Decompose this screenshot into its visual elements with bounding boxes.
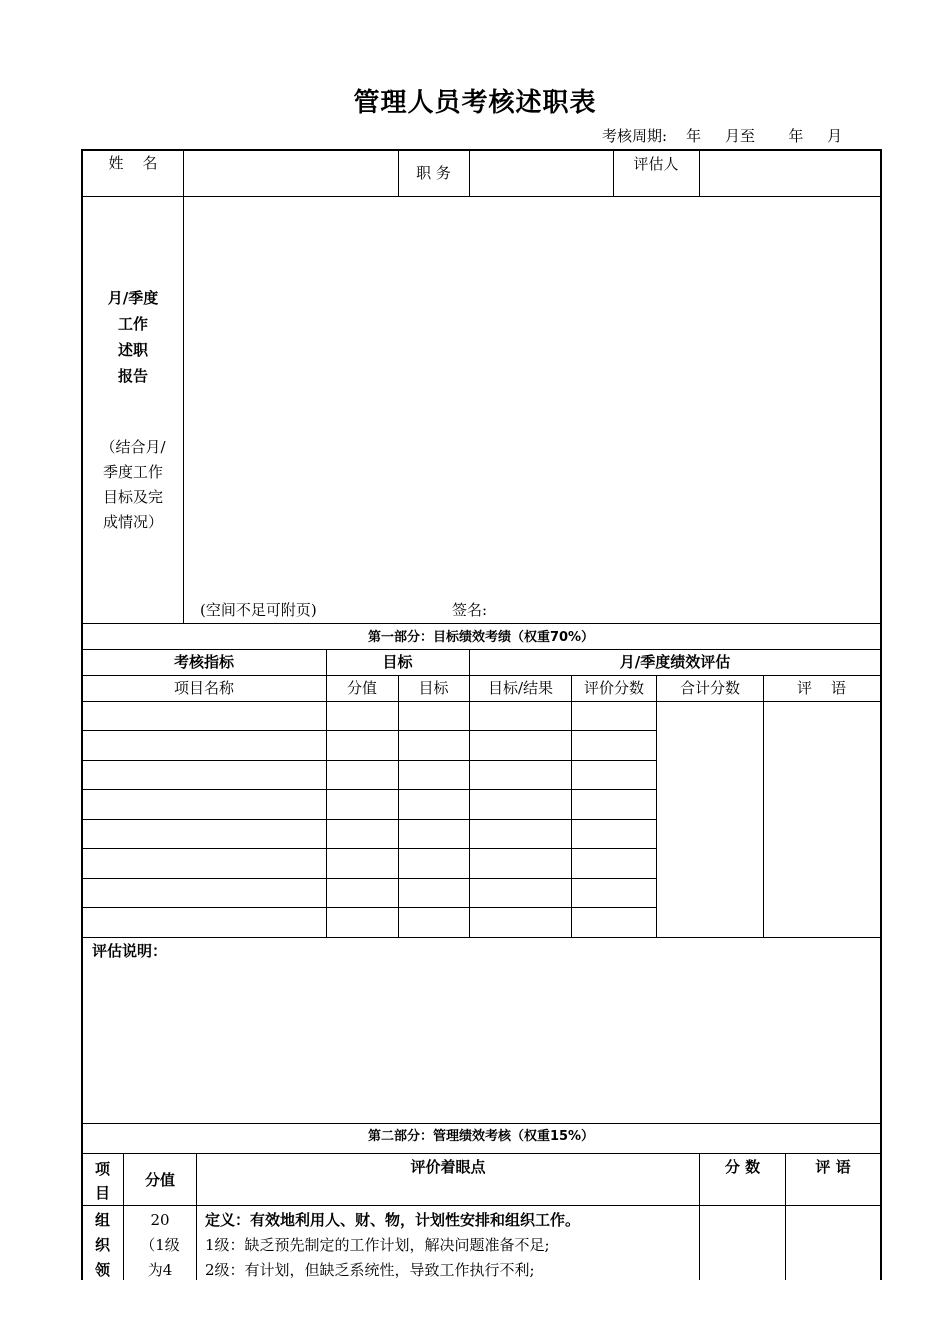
p2-col-points: 分 数 — [724, 1158, 761, 1176]
p2-item-name — [82, 1208, 123, 1283]
report-note-line: 目标及完 — [102, 488, 163, 506]
p2-item-points-field[interactable] — [700, 1206, 785, 1280]
report-label-line: 月/季度 — [107, 289, 159, 307]
col-score: 分值 — [346, 679, 377, 697]
table-row[interactable] — [82, 879, 657, 907]
name-field[interactable] — [184, 150, 398, 196]
col-total-score: 合计分数 — [679, 679, 740, 697]
report-note — [83, 435, 183, 535]
p2-item-level: 2级：有计划，但缺乏系统性，导致工作执行不利; — [205, 1261, 535, 1279]
group-header-indicator: 考核指标 — [173, 653, 234, 671]
p2-item-score-line: 为4 — [147, 1261, 173, 1279]
attach-note: (空间不足可附页) — [200, 601, 317, 619]
name-label: 姓 名 — [108, 154, 158, 172]
report-note-line: 成情况） — [102, 513, 163, 531]
p2-col-focus: 评价着眼点 — [410, 1158, 486, 1176]
group-header-evaluation: 月/季度绩效评估 — [619, 653, 731, 671]
p2-item-comment-field[interactable] — [786, 1206, 880, 1280]
p2-item-score — [124, 1208, 196, 1283]
group-header-target: 目标 — [382, 653, 413, 671]
page-title: 管理人员考核述职表 — [353, 88, 597, 118]
report-note-line: （结合月/ — [100, 438, 166, 456]
evaluator-field[interactable] — [700, 150, 880, 196]
position-label: 职 务 — [416, 164, 451, 182]
p2-item-score-line: 20 — [150, 1211, 170, 1229]
col-eval-score: 评价分数 — [583, 679, 644, 697]
col-comment: 评 语 — [796, 679, 847, 697]
p2-col-comment: 评 语 — [815, 1158, 851, 1176]
col-target-result: 目标/结果 — [487, 679, 554, 697]
report-label-line: 工作 — [117, 315, 148, 333]
report-text-area[interactable] — [185, 198, 879, 590]
p2-col-score: 分值 — [144, 1171, 175, 1189]
report-label — [83, 285, 183, 389]
table-row[interactable] — [82, 790, 657, 819]
signature-label: 签名: — [452, 601, 488, 619]
position-field[interactable] — [470, 150, 613, 196]
col-item-name: 项目名称 — [173, 679, 234, 697]
p2-item-definition: 定义：有效地利用人、财、物，计划性安排和组织工作。 — [205, 1211, 581, 1229]
evaluator-label: 评估人 — [633, 155, 679, 173]
table-row[interactable] — [82, 820, 657, 848]
p2-col-item: 项 目 — [94, 1160, 110, 1202]
total-score-cell[interactable] — [657, 702, 763, 937]
table-row[interactable] — [82, 908, 657, 937]
explanation-label: 评估说明： — [92, 942, 168, 960]
table-row[interactable] — [82, 849, 657, 878]
report-label-line: 报告 — [117, 367, 148, 385]
p2-item-name-line: 领 — [94, 1261, 110, 1279]
part1-title: 第一部分：目标绩效考绩（权重70%） — [367, 630, 595, 645]
p2-item-focus — [205, 1208, 695, 1283]
table-row[interactable] — [82, 761, 657, 789]
p2-item-score-line: （1级 — [140, 1236, 180, 1254]
col-target: 目标 — [418, 679, 449, 697]
explanation-area[interactable] — [84, 965, 879, 1120]
comment-cell[interactable] — [764, 702, 880, 937]
table-row[interactable] — [82, 731, 657, 760]
report-note-line: 季度工作 — [102, 463, 163, 481]
report-label-line: 述职 — [117, 341, 148, 359]
review-period: 考核周期: 年 月至 年 月 — [602, 127, 843, 145]
part2-title: 第二部分：管理绩效考核（权重15%） — [367, 1129, 595, 1144]
p2-item-name-line: 组 — [94, 1211, 110, 1229]
p2-item-level: 1级：缺乏预先制定的工作计划，解决问题准备不足; — [205, 1236, 550, 1254]
table-row[interactable] — [82, 702, 657, 731]
p2-item-name-line: 织 — [94, 1236, 110, 1254]
